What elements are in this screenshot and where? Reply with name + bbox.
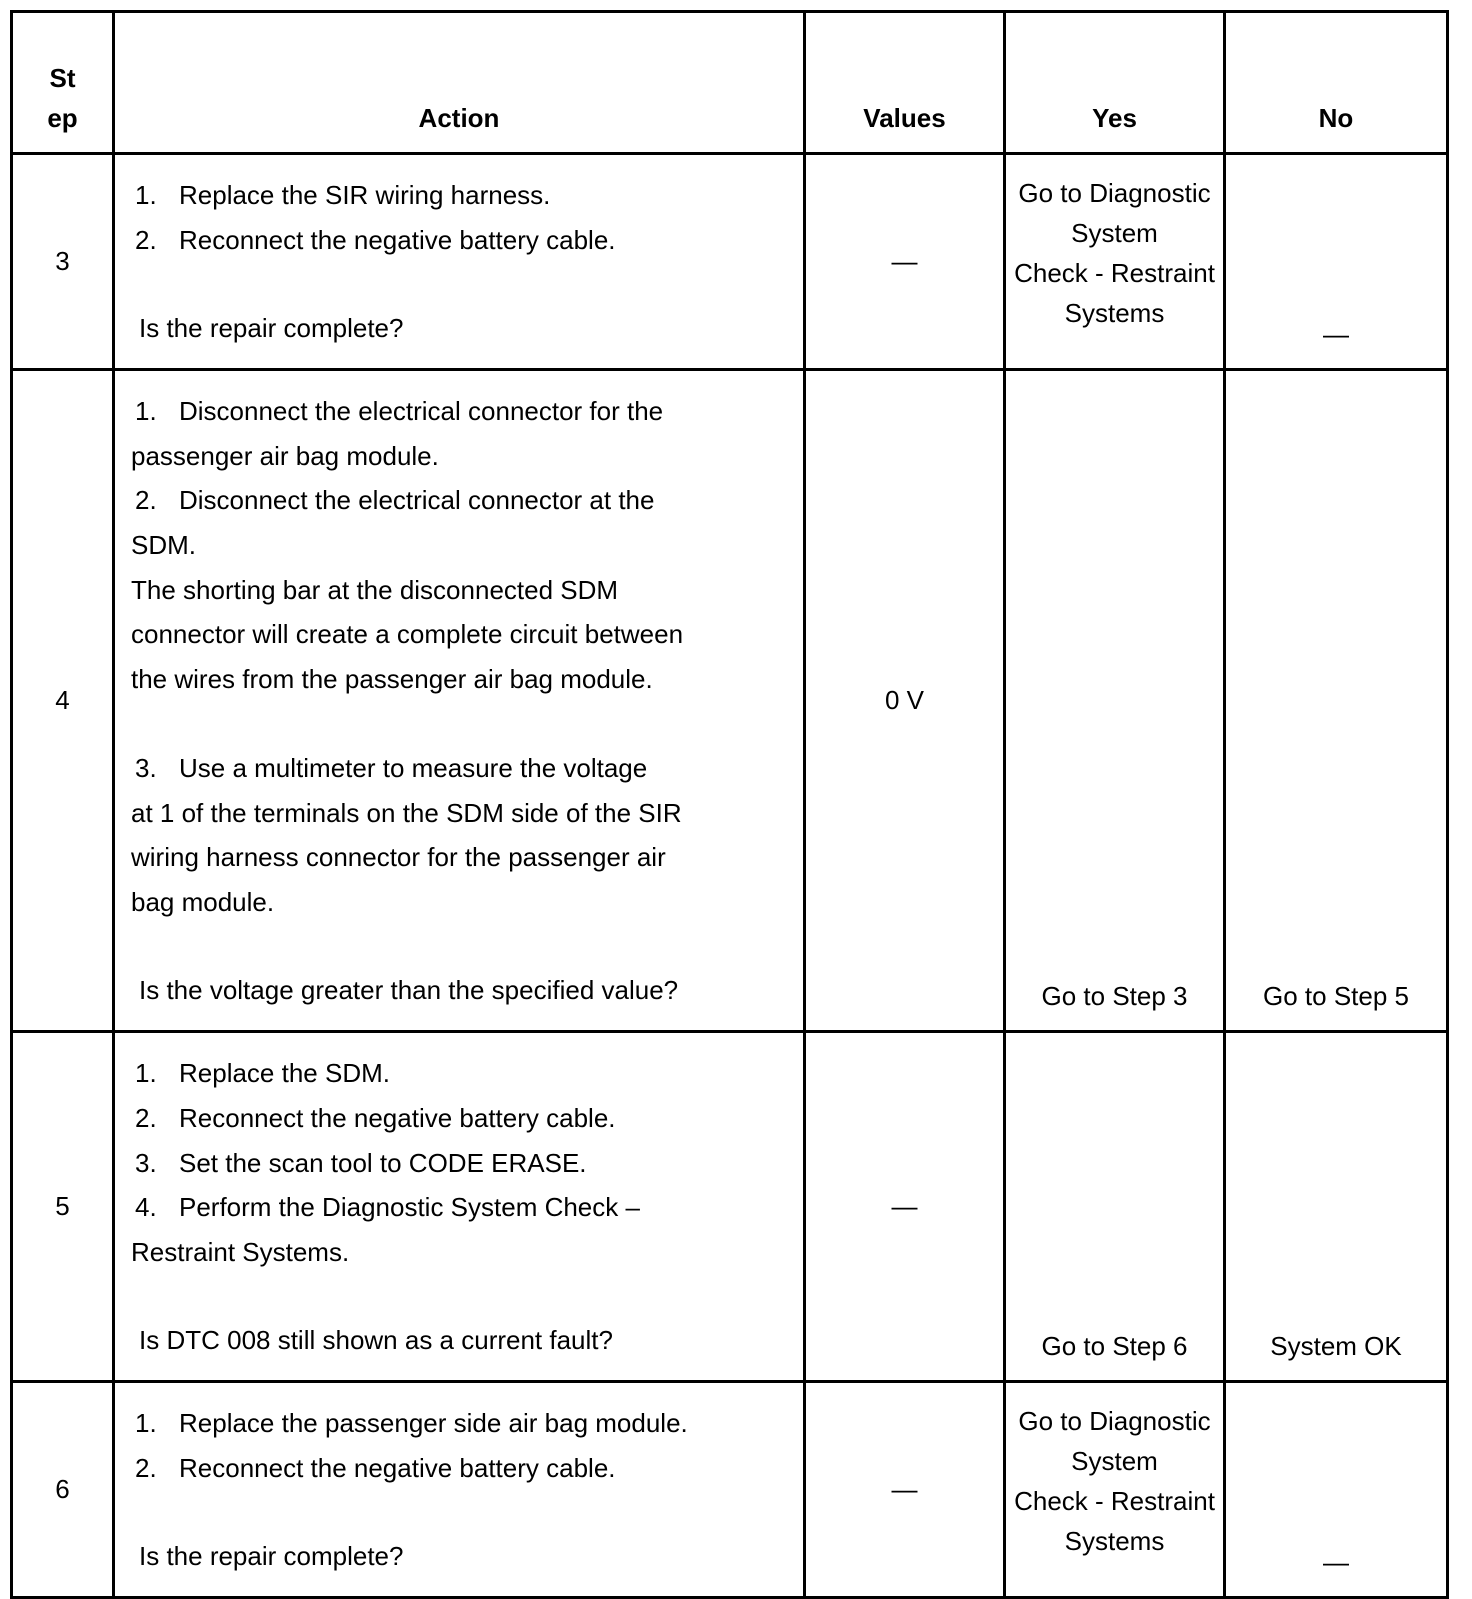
action-question: Is the voltage greater than the specified value? bbox=[139, 975, 679, 1006]
value-cell: — bbox=[805, 1382, 1005, 1598]
no-cell: — bbox=[1225, 1382, 1448, 1598]
action-line: bag module. bbox=[131, 886, 275, 917]
action-cell bbox=[114, 1032, 805, 1382]
action-line: 3. Set the scan tool to CODE ERASE. bbox=[135, 1147, 587, 1178]
step-number: 5 bbox=[12, 1032, 114, 1382]
action-line: The shorting bar at the disconnected SDM bbox=[131, 574, 619, 605]
value-cell: — bbox=[805, 154, 1005, 370]
table-row bbox=[12, 370, 1448, 1032]
action-question: Is DTC 008 still shown as a current fault? bbox=[139, 1325, 613, 1356]
step-number: 3 bbox=[12, 154, 114, 370]
action-line: the wires from the passenger air bag module. bbox=[131, 663, 653, 694]
action-line: 4. Perform the Diagnostic System Check – bbox=[135, 1192, 640, 1223]
value-cell: 0 V bbox=[805, 370, 1005, 1032]
action-cell bbox=[114, 154, 805, 370]
no-cell: Go to Step 5 bbox=[1225, 370, 1448, 1032]
action-line: wiring harness connector for the passenger air bbox=[131, 842, 666, 873]
yes-cell: Go to Step 6 bbox=[1005, 1032, 1225, 1382]
action-line: 1. Replace the SDM. bbox=[135, 1058, 390, 1089]
action-line: connector will create a complete circuit between bbox=[131, 619, 684, 650]
action-question: Is the repair complete? bbox=[139, 1541, 404, 1572]
action-cell bbox=[114, 370, 805, 1032]
step-number: 6 bbox=[12, 1382, 114, 1598]
action-line: at 1 of the terminals on the SDM side of the SIR bbox=[131, 797, 682, 828]
action-cell bbox=[114, 1382, 805, 1598]
action-line: 2. Reconnect the negative battery cable. bbox=[135, 1452, 616, 1483]
action-line: Restraint Systems. bbox=[131, 1236, 350, 1267]
action-line: 3. Use a multimeter to measure the voltage bbox=[135, 752, 648, 783]
action-line: 1. Replace the SIR wiring harness. bbox=[135, 180, 551, 210]
value-cell: — bbox=[805, 1032, 1005, 1382]
table-row bbox=[12, 1032, 1448, 1382]
diagnostic-table bbox=[10, 10, 1449, 1599]
header-no: No bbox=[1225, 12, 1448, 154]
no-cell: — bbox=[1225, 154, 1448, 370]
step-number: 4 bbox=[12, 370, 114, 1032]
action-line: SDM. bbox=[131, 529, 196, 560]
yes-cell: Go to Step 3 bbox=[1005, 370, 1225, 1032]
no-cell: System OK bbox=[1225, 1032, 1448, 1382]
yes-cell: Go to Diagnostic System Check - Restraint Systems bbox=[1005, 154, 1225, 370]
action-line: 1. Disconnect the electrical connector for the bbox=[135, 396, 664, 427]
header-row bbox=[12, 12, 1448, 154]
action-line: 2. Disconnect the electrical connector at the bbox=[135, 485, 655, 516]
header-action: Action bbox=[114, 12, 805, 154]
action-question: Is the repair complete? bbox=[139, 313, 404, 344]
action-line: passenger air bag module. bbox=[131, 440, 439, 471]
table-row bbox=[12, 154, 1448, 370]
action-line: 1. Replace the passenger side air bag module. bbox=[135, 1408, 688, 1439]
header-values: Values bbox=[805, 12, 1005, 154]
action-line bbox=[131, 701, 791, 746]
header-step: St ep bbox=[12, 12, 114, 154]
action-line: 2. Reconnect the negative battery cable. bbox=[135, 224, 616, 255]
yes-cell: Go to Diagnostic System Check - Restraint Systems bbox=[1005, 1382, 1225, 1598]
header-yes: Yes bbox=[1005, 12, 1225, 154]
action-line: 2. Reconnect the negative battery cable. bbox=[135, 1102, 616, 1133]
table-row bbox=[12, 1382, 1448, 1598]
